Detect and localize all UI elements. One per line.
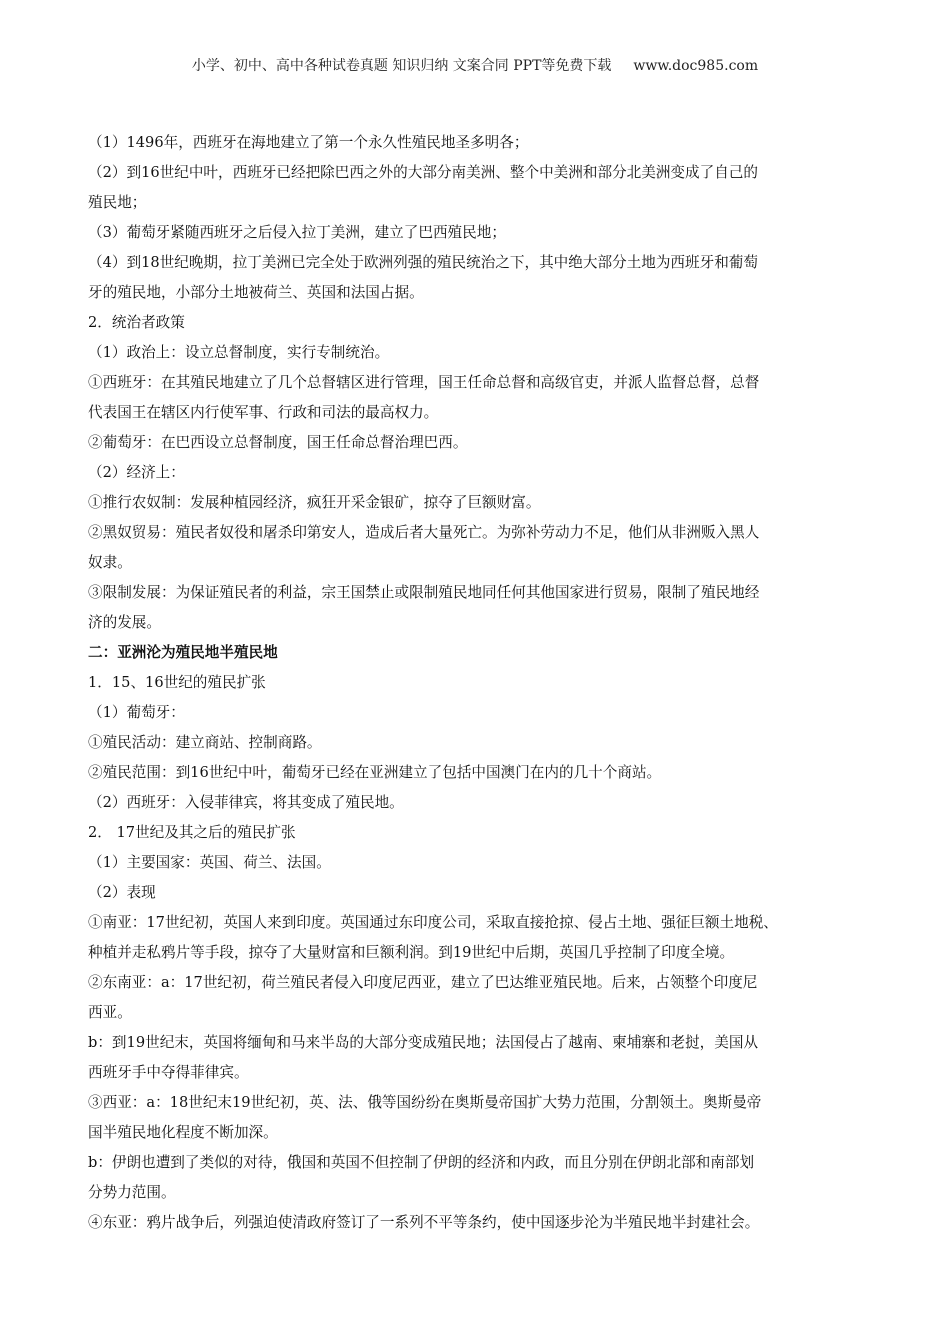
text-line: 牙的殖民地，小部分土地被荷兰、英国和法国占据。 bbox=[88, 284, 424, 301]
text-line: 2． 17世纪及其之后的殖民扩张 bbox=[88, 824, 296, 841]
text-line: 西亚。 bbox=[88, 1004, 132, 1021]
text-line: （2）经济上： bbox=[88, 464, 185, 481]
document-body bbox=[88, 128, 863, 1238]
text-line: （1）政治上：设立总督制度，实行专制统治。 bbox=[88, 344, 390, 361]
text-line: （1）主要国家：英国、荷兰、法国。 bbox=[88, 854, 331, 871]
section-heading: 二：亚洲沦为殖民地半殖民地 bbox=[88, 644, 278, 661]
text-line: （1）1496年，西班牙在海地建立了第一个永久性殖民地圣多明各； bbox=[88, 134, 529, 151]
text-line: 殖民地； bbox=[88, 194, 147, 211]
text-line: ②东南亚：a：17世纪初，荷兰殖民者侵入印度尼西亚，建立了巴达维亚殖民地。后来，占领整个印度尼 bbox=[88, 974, 758, 991]
text-line: （1）葡萄牙： bbox=[88, 704, 185, 721]
text-line: ①推行农奴制：发展种植园经济，疯狂开采金银矿，掠夺了巨额财富。 bbox=[88, 494, 541, 511]
page-header bbox=[0, 55, 950, 75]
text-line: b：到19世纪末，英国将缅甸和马来半岛的大部分变成殖民地；法国侵占了越南、柬埔寨和老挝，美国从 bbox=[88, 1034, 759, 1051]
text-line: 分势力范围。 bbox=[88, 1184, 176, 1201]
text-line: （4）到18世纪晚期，拉丁美洲已完全处于欧洲列强的殖民统治之下，其中绝大部分土地为西班牙和葡萄 bbox=[88, 254, 758, 271]
header-text: 小学、初中、高中各种试卷真题 知识归纳 文案合同 PPT等免费下载 bbox=[191, 58, 612, 74]
text-line: ①南亚：17世纪初，英国人来到印度。英国通过东印度公司，采取直接抢掠、侵占土地、强征巨额土地税、 bbox=[88, 914, 778, 931]
text-line: 代表国王在辖区内行使军事、行政和司法的最高权力。 bbox=[88, 404, 439, 421]
text-line: ②殖民范围：到16世纪中叶，葡萄牙已经在亚洲建立了包括中国澳门在内的几十个商站。 bbox=[88, 764, 662, 781]
text-line: ②葡萄牙：在巴西设立总督制度，国王任命总督治理巴西。 bbox=[88, 434, 468, 451]
text-line: 种植并走私鸦片等手段，掠夺了大量财富和巨额利润。到19世纪中后期，英国几乎控制了印度全境。 bbox=[88, 944, 735, 961]
text-line: ①殖民活动：建立商站、控制商路。 bbox=[88, 734, 322, 751]
text-line: 奴隶。 bbox=[88, 554, 132, 571]
header-site-link[interactable]: www.doc985.com bbox=[633, 58, 759, 74]
text-line: 国半殖民地化程度不断加深。 bbox=[88, 1124, 278, 1141]
text-line: ③限制发展：为保证殖民者的利益，宗王国禁止或限制殖民地同任何其他国家进行贸易，限制了殖民地经 bbox=[88, 584, 760, 601]
text-line: ③西亚：a：18世纪末19世纪初，英、法、俄等国纷纷在奥斯曼帝国扩大势力范围，分割领土。奥斯曼帝 bbox=[88, 1094, 762, 1111]
text-line: 2．统治者政策 bbox=[88, 314, 185, 331]
text-line: （3）葡萄牙紧随西班牙之后侵入拉丁美洲，建立了巴西殖民地； bbox=[88, 224, 506, 241]
text-line: ④东亚：鸦片战争后，列强迫使清政府签订了一系列不平等条约，使中国逐步沦为半殖民地半封建社会。 bbox=[88, 1214, 760, 1231]
text-line: （2）到16世纪中叶，西班牙已经把除巴西之外的大部分南美洲、整个中美洲和部分北美洲变成了自己的 bbox=[88, 164, 758, 181]
text-line: （2）西班牙：入侵菲律宾，将其变成了殖民地。 bbox=[88, 794, 404, 811]
text-line: ①西班牙：在其殖民地建立了几个总督辖区进行管理，国王任命总督和高级官吏，并派人监督总督，总督 bbox=[88, 374, 760, 391]
text-line: 西班牙手中夺得菲律宾。 bbox=[88, 1064, 249, 1081]
text-line: （2）表现 bbox=[88, 884, 156, 901]
text-line: 1．15、16世纪的殖民扩张 bbox=[88, 674, 266, 691]
text-line: ②黑奴贸易：殖民者奴役和屠杀印第安人，造成后者大量死亡。为弥补劳动力不足，他们从非洲贩入黑人 bbox=[88, 524, 760, 541]
text-line: 济的发展。 bbox=[88, 614, 161, 631]
text-line: b：伊朗也遭到了类似的对待，俄国和英国不但控制了伊朗的经济和内政，而且分别在伊朗北部和南部划 bbox=[88, 1154, 755, 1171]
